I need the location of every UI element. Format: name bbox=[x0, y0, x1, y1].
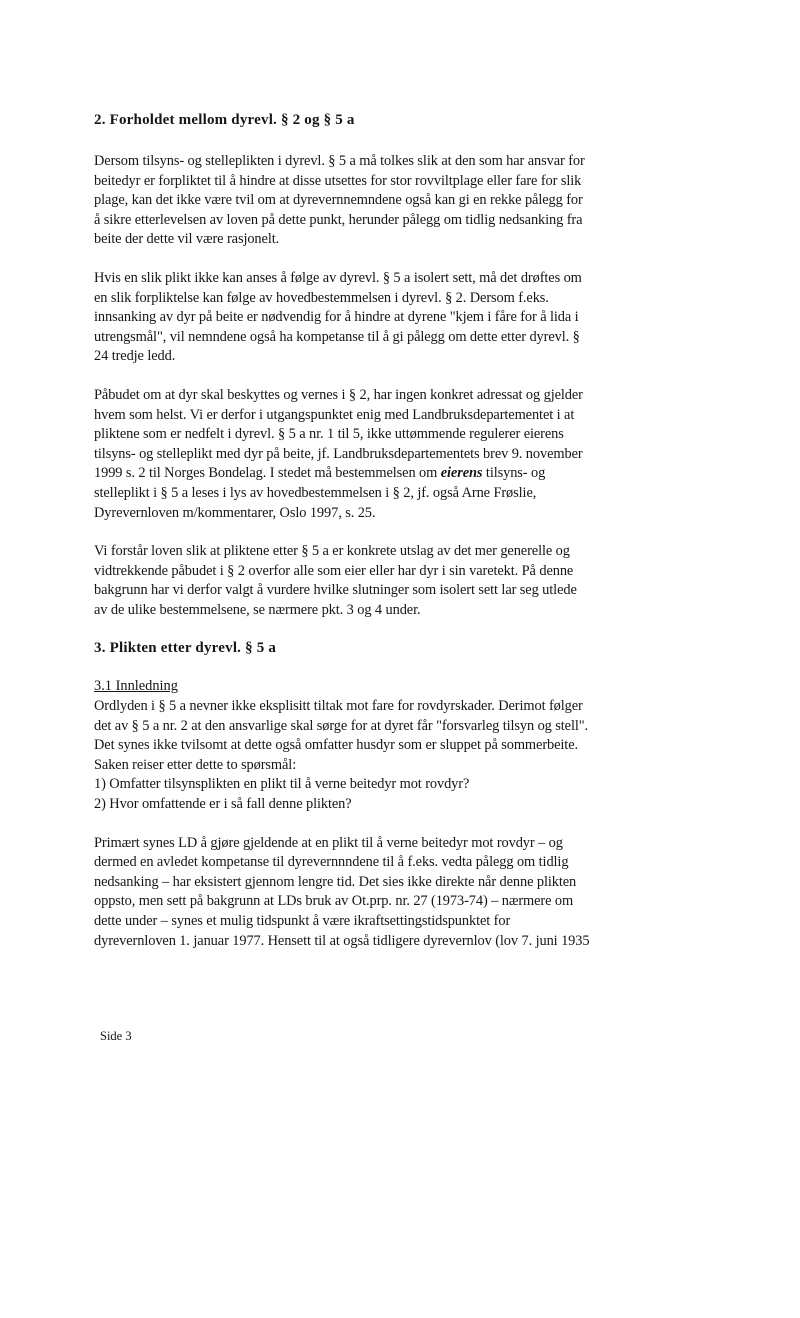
text-segment: 1999 s. 2 til Norges Bondelag. I stedet må bestemmelsen om bbox=[94, 465, 441, 482]
text-line: Påbudet om at dyr skal beskyttes og vernes i § 2, har ingen konkret adressat og gjelder bbox=[94, 386, 583, 403]
text-line: tilsyns- og stelleplikt med dyr på beite, jf. Landbruksdepartementets brev 9. november bbox=[94, 445, 583, 462]
section-3-heading: 3. Plikten etter dyrevl. § 5 a bbox=[94, 640, 277, 657]
section-3-paragraph-2 bbox=[94, 834, 694, 952]
text-line: dermed en avledet kompetanse til dyrevernnndene til å f.eks. vedta pålegg om tidlig bbox=[94, 854, 569, 871]
list-item: 1) Omfatter tilsynsplikten en plikt til å verne beitedyr mot rovdyr? bbox=[94, 776, 470, 793]
text-line: dette under – synes et mulig tidspunkt å være ikraftsettingstidspunktet for bbox=[94, 913, 511, 929]
list-item: 2) Hvor omfattende er i så fall denne plikten? bbox=[94, 796, 352, 813]
text-line: dyrevernloven 1. januar 1977. Hensett til at også tidligere dyrevernlov (lov 7. juni 1935 bbox=[94, 932, 590, 949]
section-3-1-subheading: 3.1 Innledning bbox=[94, 678, 178, 695]
text-line bbox=[94, 464, 694, 484]
text-line: å sikre etterlevelsen av loven på dette punkt, herunder pålegg om tidlig nedsanking fra bbox=[94, 211, 583, 228]
text-line: Primært synes LD å gjøre gjeldende at en plikt til å verne beitedyr mot rovdyr – og bbox=[94, 834, 563, 851]
text-line: beite der dette vil være rasjonelt. bbox=[94, 231, 280, 248]
text-line: oppsto, men sett på bakgrunn at LDs bruk av Ot.prp. nr. 27 (1973-74) – nærmere om bbox=[94, 893, 574, 910]
section-2-paragraph-1 bbox=[94, 152, 694, 250]
text-line: Dyrevernloven m/kommentarer, Oslo 1997, s. 25. bbox=[94, 504, 376, 521]
document-body bbox=[94, 110, 694, 951]
text-segment: tilsyns- og bbox=[482, 465, 546, 482]
emphasized-word: eierens bbox=[440, 465, 483, 482]
text-line: det av § 5 a nr. 2 at den ansvarlige skal sørge for at dyret får "forsvarleg tilsyn og stell". bbox=[94, 717, 589, 734]
text-line: innsanking av dyr på beite er nødvendig for å hindre at dyrene "kjem i fåre for å lida i bbox=[94, 309, 579, 326]
section-2-heading: 2. Forholdet mellom dyrevl. § 2 og § 5 a bbox=[94, 112, 355, 128]
section-2-paragraph-4 bbox=[94, 542, 694, 620]
text-line: bakgrunn har vi derfor valgt å vurdere hvilke slutninger som isolert sett lar seg utlede bbox=[94, 582, 577, 599]
section-2-paragraph-3 bbox=[94, 386, 694, 523]
text-line: en slik forpliktelse kan følge av hovedbestemmelsen i dyrevl. § 2. Dersom f.eks. bbox=[94, 289, 549, 306]
text-line: hvem som helst. Vi er derfor i utgangspunktet enig med Landbruksdepartementet i at bbox=[94, 406, 575, 423]
text-line: vidtrekkende påbudet i § 2 overfor alle som eier eller har dyr i sin varetekt. På denne bbox=[94, 562, 574, 579]
text-line: pliktene som er nedfelt i dyrevl. § 5 a nr. 1 til 5, ikke uttømmende regulerer eierens bbox=[94, 426, 564, 443]
text-line: Saken reiser etter dette to spørsmål: bbox=[94, 756, 297, 773]
text-line: 24 tredje ledd. bbox=[94, 348, 176, 365]
text-line: utrengsmål", vil nemndene også ha kompetanse til å gi pålegg om dette etter dyrevl. § bbox=[94, 328, 580, 345]
section-2-paragraph-2 bbox=[94, 269, 694, 367]
text-line: Dersom tilsyns- og stelleplikten i dyrevl. § 5 a må tolkes slik at den som har ansvar for bbox=[94, 153, 585, 169]
text-line: Hvis en slik plikt ikke kan anses å følge av dyrevl. § 5 a isolert sett, må det drøftes om bbox=[94, 269, 582, 286]
text-line: beitedyr er forpliktet til å hindre at disse utsettes for stor rovviltplage eller fare for slik bbox=[94, 172, 582, 189]
text-line: plage, kan det ikke være tvil om at dyrevernnemndene også kan gi en rekke pålegg for bbox=[94, 192, 583, 209]
text-line: av de ulike bestemmelsene, se nærmere pkt. 3 og 4 under. bbox=[94, 601, 421, 618]
text-line: Det synes ikke tvilsomt at dette også omfatter husdyr som er sluppet på sommerbeite. bbox=[94, 737, 578, 754]
text-line: nedsanking – har eksistert gjennom lengre tid. Det sies ikke direkte når denne plikten bbox=[94, 873, 577, 890]
text-line: Ordlyden i § 5 a nevner ikke eksplisitt tiltak mot fare for rovdyrskader. Derimot følger bbox=[94, 698, 583, 715]
text-line: Vi forstår loven slik at pliktene etter § 5 a er konkrete utslag av det mer generelle og bbox=[94, 543, 570, 560]
page-number: Side 3 bbox=[100, 1029, 132, 1043]
section-3-paragraph-1 bbox=[94, 697, 694, 815]
text-line: stelleplikt i § 5 a leses i lys av hovedbestemmelsen i § 2, jf. også Arne Frøslie, bbox=[94, 484, 537, 501]
